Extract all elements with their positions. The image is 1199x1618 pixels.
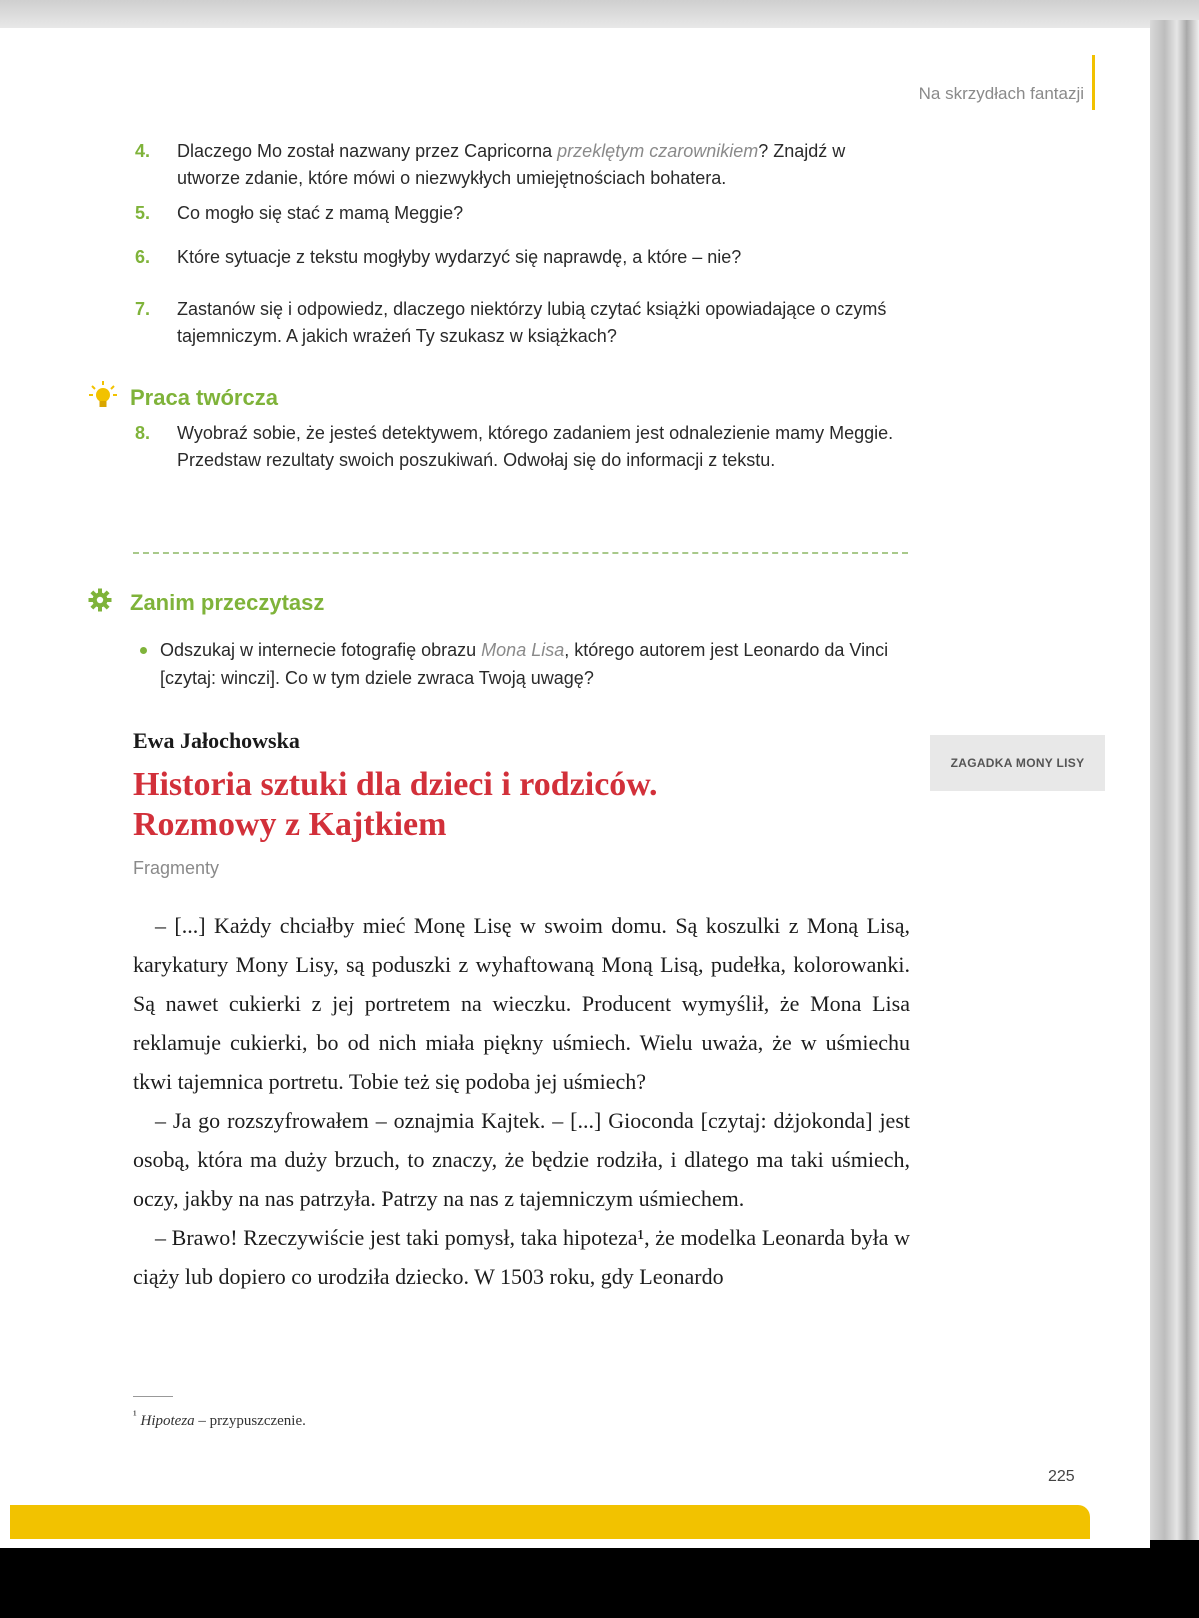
question-4 xyxy=(135,138,897,192)
bottom-accent-bar xyxy=(10,1505,1090,1539)
question-7 xyxy=(135,296,897,350)
reading-passage xyxy=(133,906,910,1296)
page-number: 225 xyxy=(1048,1468,1075,1485)
question-5 xyxy=(135,200,897,227)
author-name: Ewa Jałochowska xyxy=(133,728,300,753)
question-text: Które sytuacje z tekstu mogłyby wydarzyć się naprawdę, a które – nie? xyxy=(177,247,742,267)
question-number: 7. xyxy=(135,299,151,319)
question-number: 5. xyxy=(135,203,151,223)
text-subtitle: Fragmenty xyxy=(133,858,220,878)
creative-work-heading xyxy=(88,380,278,416)
bullet-dot xyxy=(140,647,147,654)
text-title: Historia sztuki dla dzieci i rodziców. Rozmowy z Kajtkiem xyxy=(133,766,658,843)
paragraph: – Ja go rozszyfrowałem – oznajmia Kajtek. – [...] Gioconda [czytaj: dżjokonda] jest osobą, która ma duży brzuch, to znaczy, że będzie rodziła, i dlatego ma taki uśmiech, oczy, jakby na nas patrzyła. Patrzy na nas z tajemniczym uśmiechem. xyxy=(133,1108,910,1211)
paragraph: – [...] Każdy chciałby mieć Monę Lisę w swoim domu. Są koszulki z Moną Lisą, karykatury Mony Lisy, są poduszki z wyhaftowaną Moną Lisą, pudełka, kolorowanki. Są nawet cukierki z jej portretem na wieczku. Producent wymyślił, że Mona Lisa reklamuje cukierki, bo od nich miała piękny uśmiech. Wielu uważa, że w uśmiechu tkwi tajemnica portretu. Tobie też się podoba jej uśmiech? xyxy=(133,913,910,1094)
question-text: Co mogło się stać z mamą Meggie? xyxy=(177,203,464,223)
footnote-rule xyxy=(133,1396,173,1397)
page-stack-edge xyxy=(1150,20,1199,1560)
gear-icon xyxy=(88,588,118,618)
before-reading-label: Zanim przeczytasz xyxy=(130,590,325,615)
question-text: Wyobraź sobie, że jesteś detektywem, którego zadaniem jest odnalezienie mamy Meggie. Przedstaw rezultaty swoich poszukiwań. Odwołaj się do informacji z tekstu. xyxy=(177,423,894,470)
question-text: Zastanów się i odpowiedz, dlaczego niektórzy lubią czytać książki opowiadające o czymś tajemniczym. A jakich wrażeń Ty szukasz w książkach? xyxy=(177,299,887,346)
question-8 xyxy=(135,420,897,474)
question-number: 4. xyxy=(135,141,151,161)
before-reading-task: Odszukaj w internecie fotografię obrazu Mona Lisa, którego autorem jest Leonardo da Vinci [czytaj: winczi]. Co w tym dziele zwraca Twoją uwagę? xyxy=(160,636,910,692)
question-number: 8. xyxy=(135,423,151,443)
running-head-marker xyxy=(1092,55,1095,110)
question-6 xyxy=(135,244,897,271)
footnote: $^{^1}$ Hipoteza – przypuszczenie. xyxy=(133,1408,306,1429)
paragraph: – Brawo! Rzeczywiście jest taki pomysł, taka hipoteza¹, że modelka Leonarda była w ciąży lub dopiero co urodziła dziecko. W 1503 roku, gdy Leonardo xyxy=(133,1225,910,1289)
question-number: 6. xyxy=(135,247,151,267)
lightbulb-icon xyxy=(88,380,118,416)
page-shadow xyxy=(0,1540,1199,1618)
before-reading-heading xyxy=(88,588,324,618)
running-head: Na skrzydłach fantazji xyxy=(918,84,1084,103)
section-divider xyxy=(133,552,908,554)
creative-work-label: Praca twórcza xyxy=(130,385,278,410)
side-tag: ZAGADKA MONY LISY xyxy=(930,735,1105,791)
question-text: Dlaczego Mo został nazwany przez Capricorna przeklętym czarownikiem? Znajdź w utworze zdanie, które mówi o niezwykłych umiejętnościach bohatera. xyxy=(177,141,846,188)
